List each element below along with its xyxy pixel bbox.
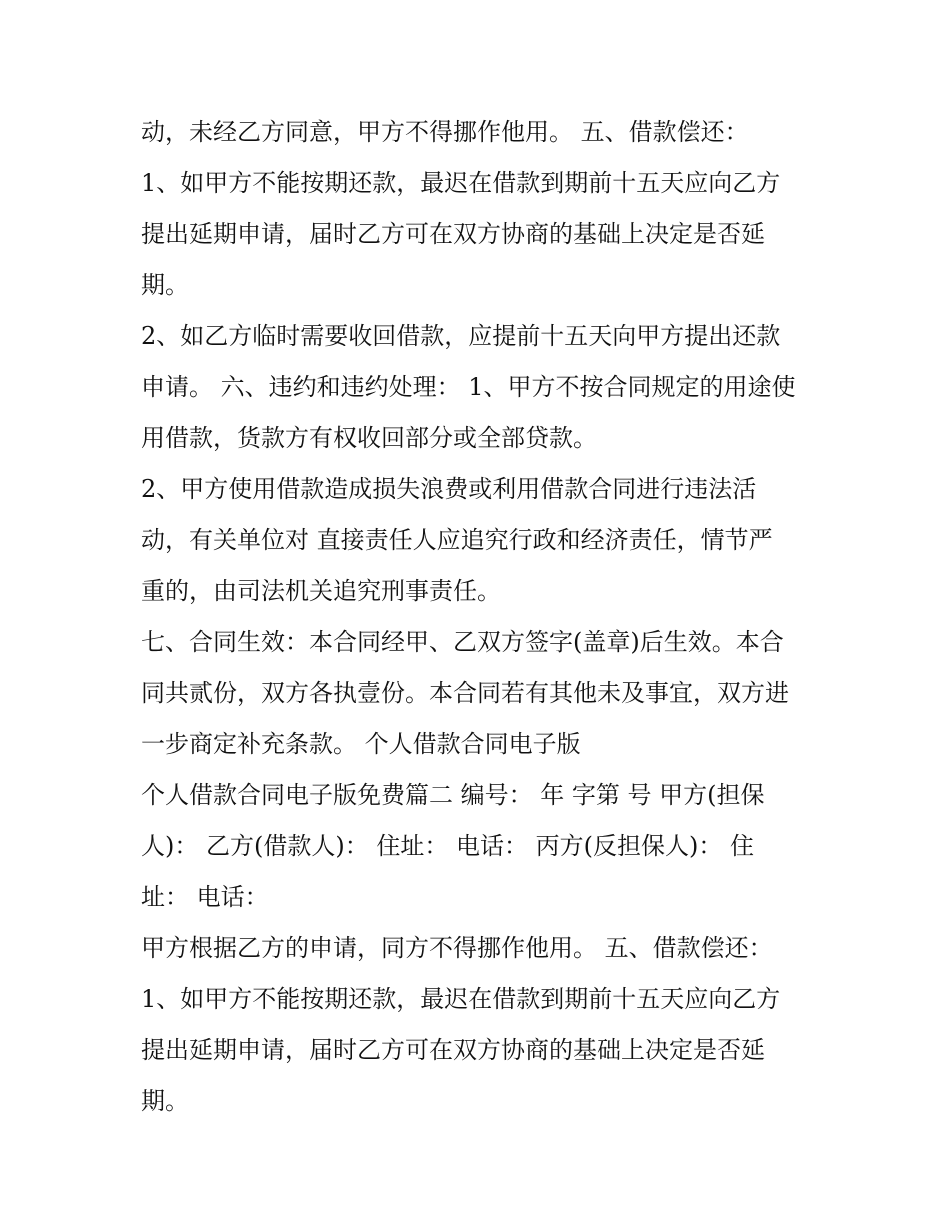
text-line: 1、如甲方不能按期还款，最迟在借款到期前十五天应向乙方	[141, 985, 781, 1013]
text-line: 人)： 乙方(借款人)： 住址： 电话： 丙方(反担保人)： 住	[141, 832, 754, 860]
text-line: 个人借款合同电子版免费篇二 编号： 年 字第 号 甲方(担保	[141, 781, 765, 809]
text-line: 同共贰份，双方各执壹份。本合同若有其他未及事宜，双方进	[141, 679, 789, 707]
document-body	[141, 107, 831, 1127]
text-line: 2、如乙方临时需要收回借款，应提前十五天向甲方提出还款	[141, 322, 781, 350]
text-line: 址： 电话：	[141, 883, 269, 911]
text-line: 七、合同生效：本合同经甲、乙双方签字(盖章)后生效。本合	[141, 628, 784, 656]
text-line: 提出延期申请，届时乙方可在双方协商的基础上决定是否延	[141, 220, 765, 248]
text-line: 1、如甲方不能按期还款，最迟在借款到期前十五天应向乙方	[141, 169, 781, 197]
text-line: 2、甲方使用借款造成损失浪费或利用借款合同进行违法活	[141, 475, 757, 503]
text-line: 甲方根据乙方的申请，同方不得挪作他用。 五、借款偿还：	[141, 934, 773, 962]
text-line: 申请。 六、违约和违约处理： 1、甲方不按合同规定的用途使	[141, 373, 796, 401]
text-line: 一步商定补充条款。 个人借款合同电子版	[141, 730, 581, 758]
text-line: 动，有关单位对 直接责任人应追究行政和经济责任，情节严	[141, 526, 773, 554]
text-line: 提出延期申请，届时乙方可在双方协商的基础上决定是否延	[141, 1036, 765, 1064]
text-line: 动，未经乙方同意，甲方不得挪作他用。 五、借款偿还：	[141, 118, 749, 146]
text-line: 期。	[141, 1087, 189, 1115]
text-line: 重的，由司法机关追究刑事责任。	[141, 577, 501, 605]
text-line: 期。	[141, 271, 189, 299]
text-line: 用借款，货款方有权收回部分或全部贷款。	[141, 424, 597, 452]
